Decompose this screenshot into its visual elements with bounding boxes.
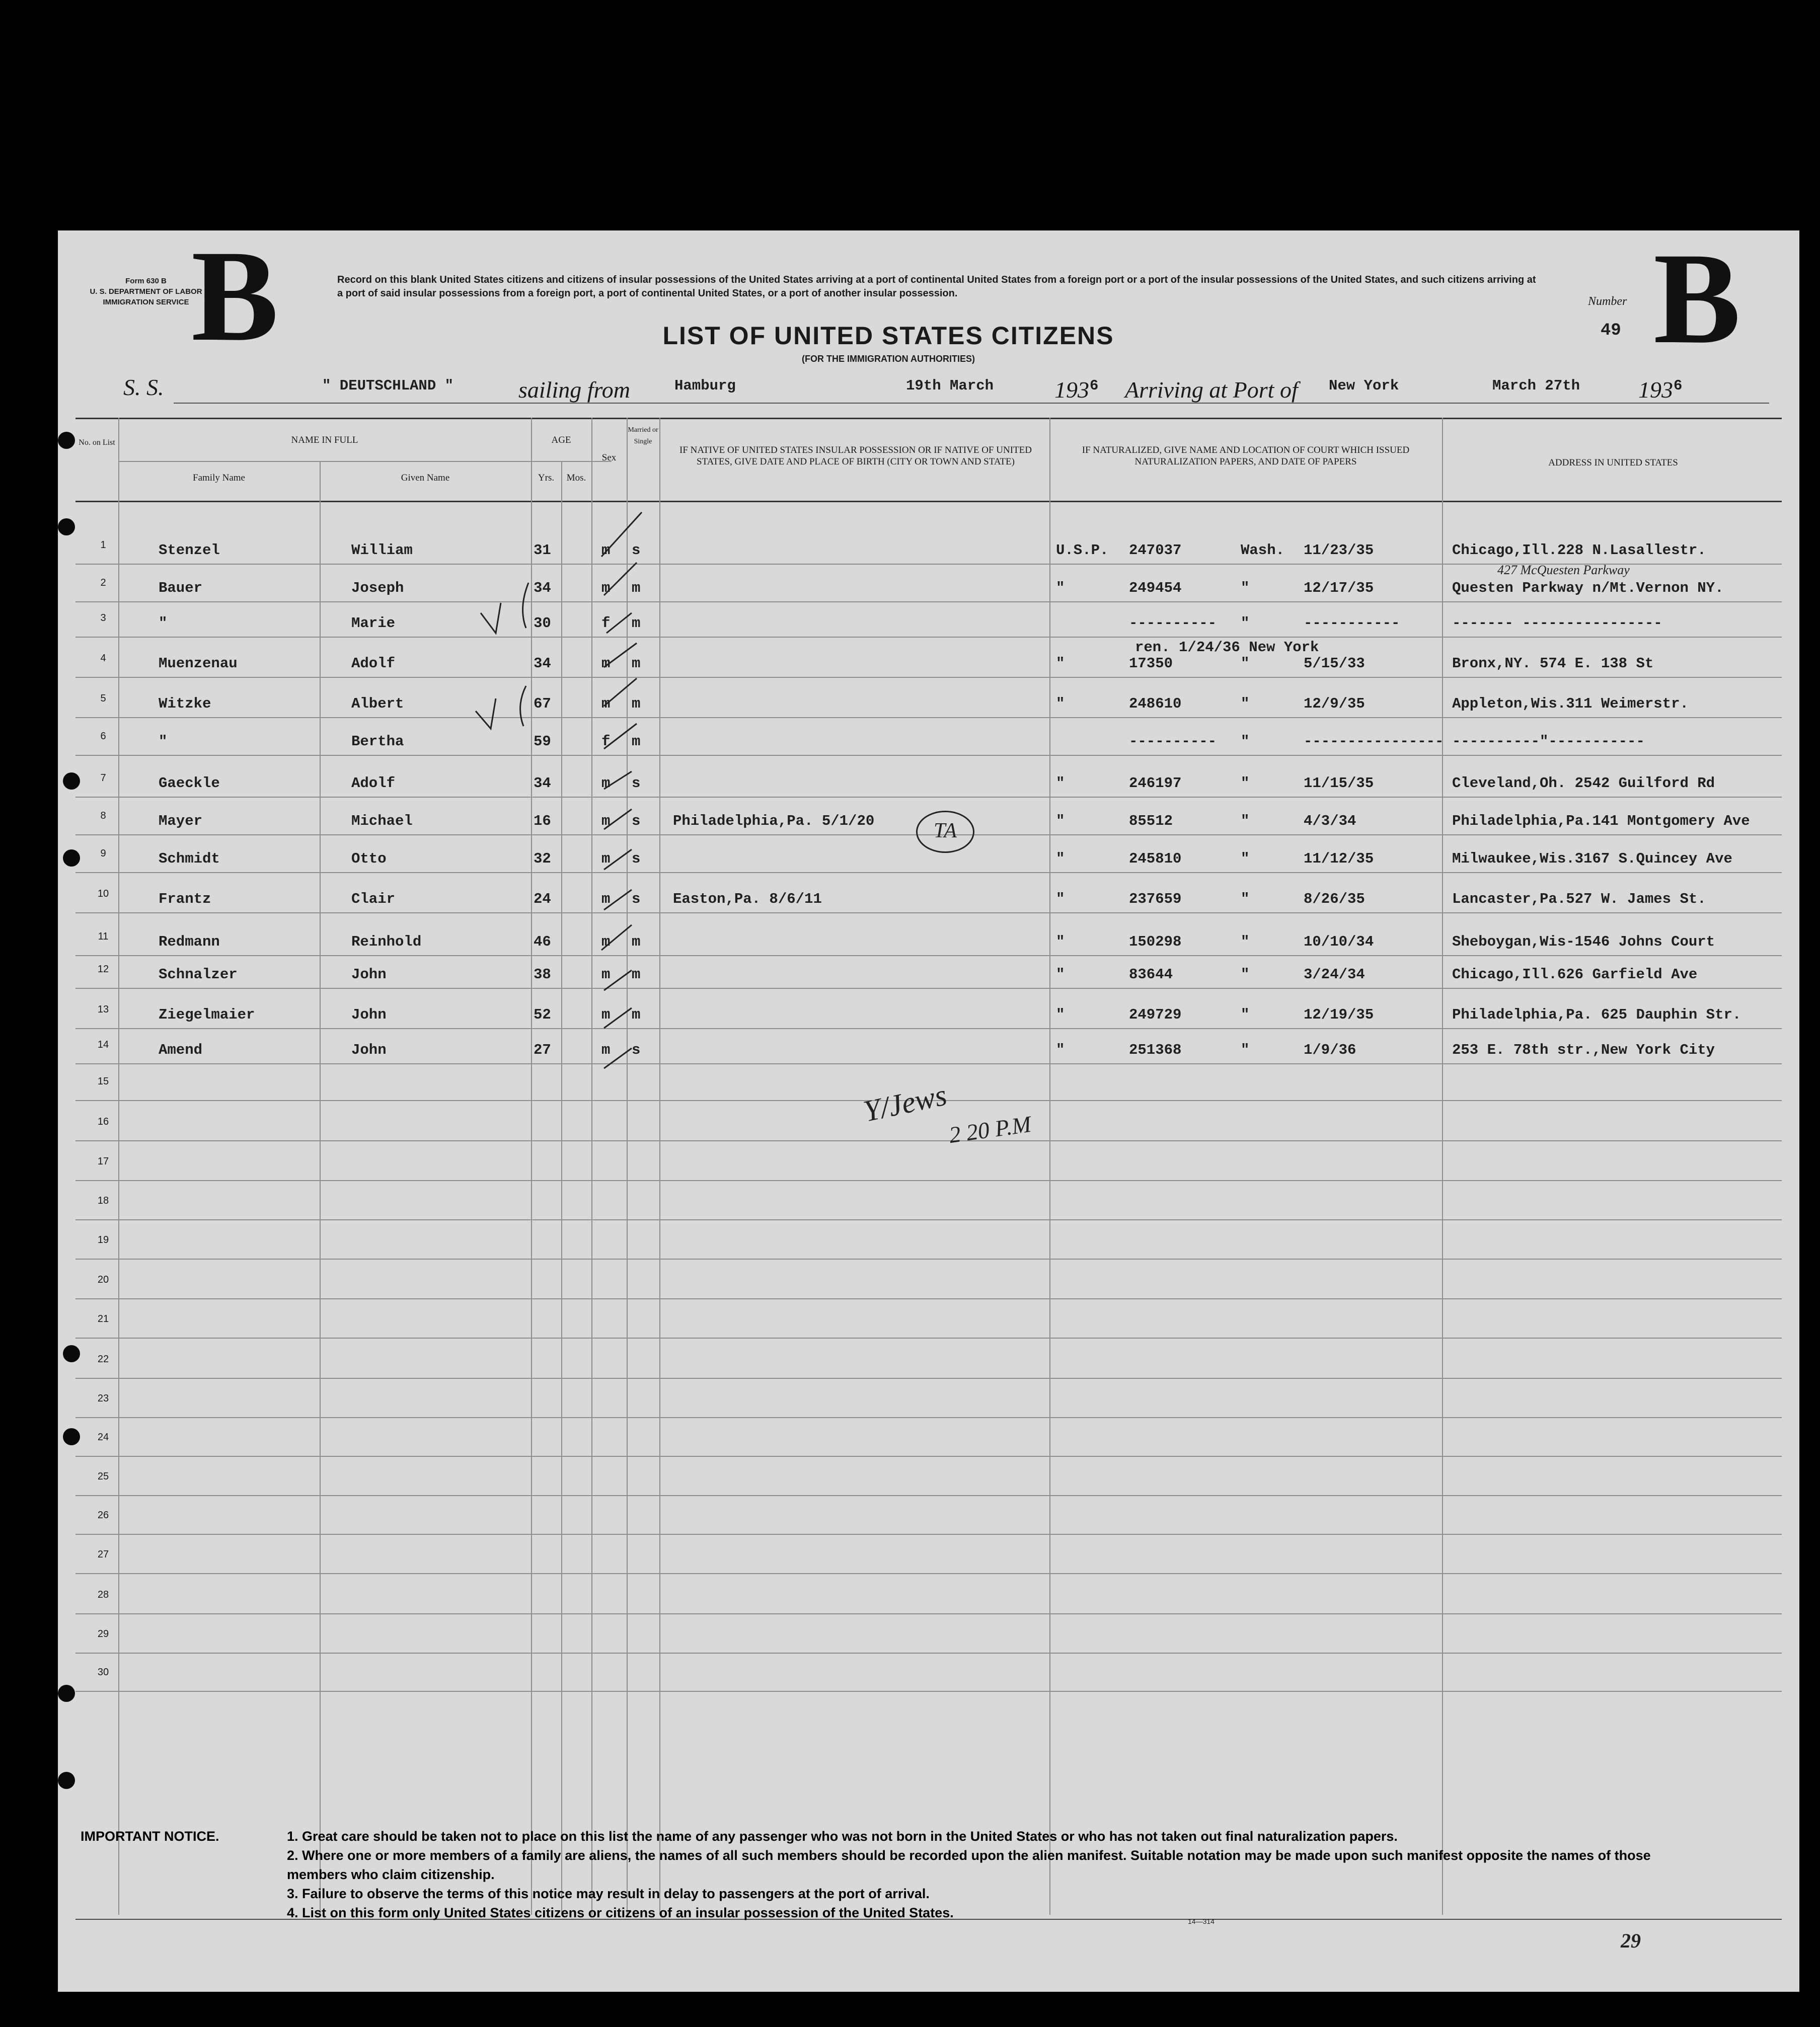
naturalization-date: 12/9/35 — [1304, 695, 1365, 712]
given-name: John — [351, 1006, 387, 1023]
naturalization-date: 10/10/34 — [1304, 933, 1374, 950]
row-number: 1 — [100, 539, 106, 551]
header-married-single: Married or Single — [628, 426, 658, 445]
binder-hole — [63, 1428, 80, 1445]
row-number: 4 — [100, 653, 106, 664]
naturalization-date: 4/3/34 — [1304, 813, 1356, 829]
number-label: Number — [1588, 295, 1627, 308]
check-marks — [58, 223, 1799, 1992]
row-number: 9 — [100, 848, 106, 859]
number-value: 49 — [1601, 321, 1621, 340]
handwritten-address-note: 427 McQuesten Parkway — [1497, 563, 1630, 577]
naturalization-number: 247037 — [1129, 542, 1182, 559]
year-to: 6 — [1674, 377, 1683, 394]
age-years: 34 — [534, 580, 551, 596]
binder-hole — [58, 518, 75, 535]
family-name: Redmann — [159, 933, 220, 950]
us-address: Cleveland,Oh. 2542 Guilford Rd — [1452, 775, 1715, 792]
naturalization-location: " — [1241, 655, 1250, 672]
age-years: 27 — [534, 1042, 551, 1058]
age-years: 59 — [534, 733, 551, 750]
header-given-name: Given Name — [401, 473, 450, 483]
row-number: 22 — [97, 1354, 109, 1365]
row-number: 7 — [100, 772, 106, 784]
form-instructions: Record on this blank United States citizens and citizens of insular possessions of the United States arriving at a port of continental United States from a foreign port or a port of the insular possessions of the United States, and such citizens arriving at a port of said insular possessions from a foreign port, a port of continental United States, or a port of another insular possession. — [337, 274, 1536, 299]
marital-status: s — [632, 891, 641, 907]
naturalization-location: " — [1241, 850, 1250, 867]
age-years: 38 — [534, 966, 551, 983]
family-name: Mayer — [159, 813, 203, 829]
binder-hole — [58, 432, 75, 449]
marital-status: m — [632, 733, 641, 750]
row-number: 6 — [100, 731, 106, 742]
naturalization-location: " — [1241, 615, 1250, 632]
header-sex: Sex — [601, 452, 617, 463]
marital-status: s — [632, 813, 641, 829]
age-years: 24 — [534, 891, 551, 907]
court-name: U.S.P. — [1056, 542, 1109, 559]
sex: m — [601, 1006, 611, 1023]
age-years: 30 — [534, 615, 551, 632]
marital-status: s — [632, 542, 641, 559]
naturalization-location: " — [1241, 966, 1250, 983]
naturalization-date: 5/15/33 — [1304, 655, 1365, 672]
binder-hole — [63, 1345, 80, 1362]
marital-status: s — [632, 850, 641, 867]
naturalization-location: " — [1241, 1006, 1250, 1023]
marital-status: m — [632, 615, 641, 632]
naturalization-date: 12/17/35 — [1304, 580, 1374, 596]
sex: m — [601, 891, 611, 907]
us-address: Questen Parkway n/Mt.Vernon NY. — [1452, 580, 1724, 596]
binder-hole — [63, 772, 80, 790]
row-number: 25 — [97, 1471, 109, 1482]
header-age: AGE — [551, 435, 571, 445]
row-number: 29 — [97, 1628, 109, 1640]
naturalization-location: " — [1241, 891, 1250, 907]
given-name: Otto — [351, 850, 387, 867]
court-name: " — [1056, 695, 1065, 712]
port-to: New York — [1329, 377, 1399, 394]
row-number: 5 — [100, 693, 106, 704]
year-from: 6 — [1090, 377, 1099, 394]
naturalization-number: 249729 — [1129, 1006, 1182, 1023]
given-name: John — [351, 966, 387, 983]
handwritten-initials: Y/Jews — [860, 1078, 950, 1128]
binder-hole — [63, 849, 80, 867]
naturalization-number: 17350 — [1129, 655, 1173, 672]
age-years: 32 — [534, 850, 551, 867]
ss-label: S. S. — [123, 374, 164, 400]
sex: m — [601, 813, 611, 829]
naturalization-number: ---------- — [1129, 615, 1217, 632]
us-address: ------- ---------------- — [1452, 615, 1662, 632]
given-name: Albert — [351, 695, 404, 712]
family-name: Bauer — [159, 580, 203, 596]
age-years: 46 — [534, 933, 551, 950]
family-name: " — [159, 615, 168, 632]
year-from-prefix: 193 — [1054, 377, 1089, 403]
sex: m — [601, 542, 611, 559]
family-name: Schnalzer — [159, 966, 238, 983]
us-address: Lancaster,Pa.527 W. James St. — [1452, 891, 1706, 907]
age-years: 34 — [534, 775, 551, 792]
sex: m — [601, 1042, 611, 1058]
naturalization-number: 248610 — [1129, 695, 1182, 712]
sailing-label: sailing from — [518, 377, 630, 403]
row-number: 2 — [100, 577, 106, 588]
naturalization-location: " — [1241, 1042, 1250, 1058]
row-number: 19 — [97, 1234, 109, 1245]
given-name: Adolf — [351, 775, 396, 792]
us-address: ----------"----------- — [1452, 733, 1645, 750]
naturalization-number: ---------- — [1129, 733, 1217, 750]
naturalization-date: 1/9/36 — [1304, 1042, 1356, 1058]
court-name: " — [1056, 655, 1065, 672]
family-name: Muenzenau — [159, 655, 238, 672]
service-name: IMMIGRATION SERVICE — [103, 298, 189, 306]
us-address: Appleton,Wis.311 Weimerstr. — [1452, 695, 1689, 712]
marital-status: m — [632, 695, 641, 712]
naturalization-date: ----------- — [1304, 615, 1400, 632]
naturalization-location: " — [1241, 813, 1250, 829]
sex: m — [601, 933, 611, 950]
us-address: Chicago,Ill.626 Garfield Ave — [1452, 966, 1698, 983]
marital-status: m — [632, 933, 641, 950]
court-name: " — [1056, 775, 1065, 792]
renewal-note: ren. 1/24/36 New York — [1135, 639, 1319, 656]
naturalization-location: " — [1241, 733, 1250, 750]
naturalization-date: 11/23/35 — [1304, 542, 1374, 559]
row-number: 16 — [97, 1116, 109, 1127]
notice-item: 4. List on this form only United States citizens or citizens of an insular possession of the United States. — [287, 1905, 954, 1920]
sex: m — [601, 580, 611, 596]
marital-status: m — [632, 966, 641, 983]
naturalization-date: 8/26/35 — [1304, 891, 1365, 907]
notice-label: IMPORTANT NOTICE. — [81, 1829, 219, 1844]
age-years: 16 — [534, 813, 551, 829]
handwritten-circle-ta: TA — [916, 811, 974, 853]
header-birth: IF NATIVE OF UNITED STATES INSULAR POSSESSION OR IF NATIVE OF UNITED STATES, GIVE DATE AND PLACE OF BIRTH (CITY OR TOWN AND STATE) — [679, 445, 1032, 467]
given-name: Bertha — [351, 733, 404, 750]
naturalization-number: 83644 — [1129, 966, 1173, 983]
family-name: Ziegelmaier — [159, 1006, 255, 1023]
naturalization-number: 237659 — [1129, 891, 1182, 907]
arriving-label: Arriving at Port of — [1125, 377, 1298, 403]
given-name: Joseph — [351, 580, 404, 596]
form-number: Form 630 B — [125, 277, 167, 285]
naturalization-number: 251368 — [1129, 1042, 1182, 1058]
row-number: 13 — [97, 1004, 109, 1015]
given-name: Adolf — [351, 655, 396, 672]
row-number: 27 — [97, 1549, 109, 1560]
us-address: Chicago,Ill.228 N.Lasallestr. — [1452, 542, 1706, 559]
court-name: " — [1056, 813, 1065, 829]
court-name: " — [1056, 891, 1065, 907]
us-address: Bronx,NY. 574 E. 138 St — [1452, 655, 1654, 672]
row-number: 18 — [97, 1195, 109, 1206]
sex: m — [601, 775, 611, 792]
given-name: Clair — [351, 891, 396, 907]
form-subtitle: (FOR THE IMMIGRATION AUTHORITIES) — [802, 354, 975, 364]
age-years: 34 — [534, 655, 551, 672]
binder-hole — [58, 1772, 75, 1789]
family-name: Gaeckle — [159, 775, 220, 792]
row-number: 28 — [97, 1589, 109, 1600]
court-name: " — [1056, 1042, 1065, 1058]
age-years: 52 — [534, 1006, 551, 1023]
row-number: 20 — [97, 1274, 109, 1285]
naturalization-number: 249454 — [1129, 580, 1182, 596]
naturalization-date: 11/15/35 — [1304, 775, 1374, 792]
sex: m — [601, 695, 611, 712]
form-letter-right: B — [1653, 226, 1741, 371]
page-count-mark: 29 — [1621, 1929, 1641, 1952]
us-address: Philadelphia,Pa. 625 Dauphin Str. — [1452, 1006, 1741, 1023]
sex: f — [601, 615, 611, 632]
sex: m — [601, 850, 611, 867]
family-name: Witzke — [159, 695, 211, 712]
naturalization-number: 150298 — [1129, 933, 1182, 950]
birth-place-date: Easton,Pa. 8/6/11 — [673, 891, 822, 907]
notice-item: 3. Failure to observe the terms of this notice may result in delay to passengers at the port of arrival. — [287, 1886, 930, 1901]
naturalization-location: " — [1241, 695, 1250, 712]
naturalization-date: 3/24/34 — [1304, 966, 1365, 983]
court-name: " — [1056, 1006, 1065, 1023]
header-yrs: Yrs. — [538, 473, 555, 483]
us-address: 253 E. 78th str.,New York City — [1452, 1042, 1715, 1058]
us-address: Sheboygan,Wis-1546 Johns Court — [1452, 933, 1715, 950]
row-number: 8 — [100, 810, 106, 821]
given-name: Marie — [351, 615, 396, 632]
given-name: John — [351, 1042, 387, 1058]
marital-status: m — [632, 655, 641, 672]
row-number: 14 — [97, 1039, 109, 1050]
form-title: LIST OF UNITED STATES CITIZENS — [662, 322, 1114, 350]
row-number: 23 — [97, 1393, 109, 1404]
ship-name: " DEUTSCHLAND " — [322, 377, 454, 394]
family-name: " — [159, 733, 168, 750]
manifest-page — [58, 223, 1799, 1992]
row-number: 30 — [97, 1667, 109, 1678]
naturalization-location: " — [1241, 580, 1250, 596]
header-name-in-full: NAME IN FULL — [291, 435, 358, 445]
row-number: 21 — [97, 1313, 109, 1324]
family-name: Schmidt — [159, 850, 220, 867]
family-name: Stenzel — [159, 542, 220, 559]
court-name: " — [1056, 850, 1065, 867]
row-number: 12 — [97, 964, 109, 975]
row-number: 10 — [97, 888, 109, 899]
birth-place-date: Philadelphia,Pa. 5/1/20 — [673, 813, 875, 829]
court-name: " — [1056, 933, 1065, 950]
naturalization-date: 12/19/35 — [1304, 1006, 1374, 1023]
row-number: 26 — [97, 1510, 109, 1521]
notice-item: 1. Great care should be taken not to place on this list the name of any passenger who was not born in the United States or who has not taken out final naturalization papers. — [287, 1829, 1398, 1844]
binder-hole — [58, 1685, 75, 1702]
naturalization-number: 245810 — [1129, 850, 1182, 867]
notice-item: 2. Where one or more members of a family are aliens, the names of all such members should be recorded upon the alien manifest. Suitable notation may be made upon such manifest opposite the names of those members who claim citizenship. — [287, 1848, 1651, 1882]
row-number: 3 — [100, 612, 106, 623]
port-from: Hamburg — [674, 377, 736, 394]
header-no: No. on List — [79, 438, 115, 447]
notice-items — [287, 1827, 1696, 1922]
header-family-name: Family Name — [193, 473, 245, 483]
year-to-prefix: 193 — [1638, 377, 1673, 403]
naturalization-location: " — [1241, 933, 1250, 950]
family-name: Frantz — [159, 891, 211, 907]
given-name: William — [351, 542, 413, 559]
row-number: 15 — [97, 1076, 109, 1087]
us-address: Philadelphia,Pa.141 Montgomery Ave — [1452, 813, 1750, 829]
naturalization-date: ---------------- — [1304, 733, 1444, 750]
given-name: Reinhold — [351, 933, 422, 950]
marital-status: s — [632, 775, 641, 792]
marital-status: s — [632, 1042, 641, 1058]
sex: f — [601, 733, 611, 750]
given-name: Michael — [351, 813, 413, 829]
form-letter-left: B — [191, 223, 279, 368]
marital-status: m — [632, 580, 641, 596]
date-to: March 27th — [1492, 377, 1580, 394]
sex: m — [601, 966, 611, 983]
header-naturalized: IF NATURALIZED, GIVE NAME AND LOCATION OF COURT WHICH ISSUED NATURALIZATION PAPERS, AND DATE OF PAPERS — [1082, 445, 1410, 467]
row-number: 11 — [98, 931, 109, 942]
naturalization-number: 246197 — [1129, 775, 1182, 792]
sex: m — [601, 655, 611, 672]
naturalization-date: 11/12/35 — [1304, 850, 1374, 867]
naturalization-location: " — [1241, 775, 1250, 792]
header-mos: Mos. — [566, 473, 586, 483]
row-number: 24 — [97, 1432, 109, 1443]
age-years: 31 — [534, 542, 551, 559]
naturalization-location: Wash. — [1241, 542, 1285, 559]
marital-status: m — [632, 1006, 641, 1023]
naturalization-number: 85512 — [1129, 813, 1173, 829]
row-number: 17 — [97, 1156, 109, 1167]
us-address: Milwaukee,Wis.3167 S.Quincey Ave — [1452, 850, 1732, 867]
department-name: U. S. DEPARTMENT OF LABOR — [90, 287, 202, 296]
age-years: 67 — [534, 695, 551, 712]
print-code: 14—314 — [1188, 1917, 1215, 1925]
handwritten-time: 2 20 P.M — [947, 1111, 1033, 1148]
court-name: " — [1056, 966, 1065, 983]
header-address: ADDRESS IN UNITED STATES — [1548, 457, 1678, 468]
family-name: Amend — [159, 1042, 203, 1058]
date-from: 19th March — [906, 377, 994, 394]
court-name: " — [1056, 580, 1065, 596]
